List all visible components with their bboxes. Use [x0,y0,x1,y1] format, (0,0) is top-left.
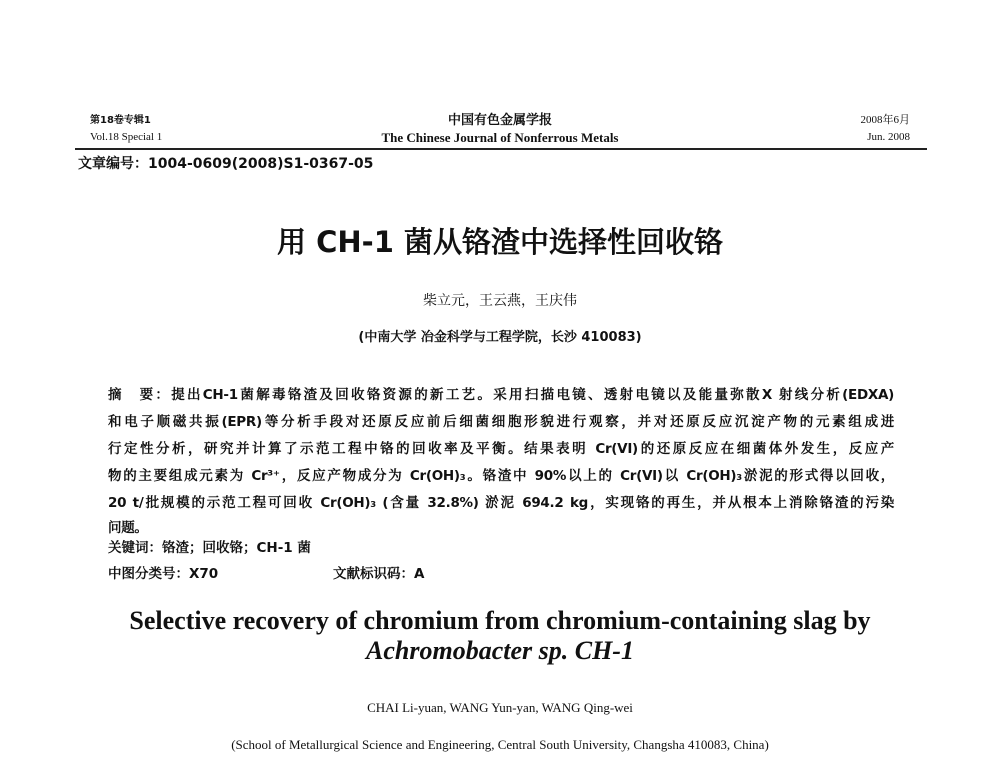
abstract-line: 物的主要组成元素为 Cr³⁺，反应产物成分为 Cr(OH)₃。铬渣中 90%以上的 Cr(VI)以 Cr(OH)₃淤泥的形式得以回收， [108,468,894,484]
abstract-line: 和电子顺磁共振(EPR)等分析手段对还原反应前后细菌细胞形貌进行观察，并对还原反应沉淀产物的元素组成进 [108,414,894,430]
abstract-line: 问题。 [108,520,148,536]
date-en: Jun. 2008 [867,131,910,143]
authors-en: CHAI Li-yuan, WANG Yun-yan, WANG Qing-wei [367,700,633,715]
keywords: 关键词：铬渣；回收铬；CH-1 菌 [108,540,311,556]
abstract-line: 摘 要：提出CH-1菌解毒铬渣及回收铬资源的新工艺。采用扫描电镜、透射电镜以及能量弥散X 射线分析(EDXA) [108,387,894,403]
title-cn: 用 CH-1 菌从铬渣中选择性回收铬 [277,225,723,259]
affiliation-en: (School of Metallurgical Science and Engineering, Central South University, Changsha 410083, China) [231,737,769,752]
title-en-line2: Achromobacter sp. CH-1 [366,636,634,665]
authors-cn: 柴立元，王云燕，王庆伟 [423,293,577,309]
journal-name-en: The Chinese Journal of Nonferrous Metals [381,130,619,145]
journal-name-cn: 中国有色金属学报 [447,113,552,128]
title-en-line1: Selective recovery of chromium from chromium-containing slag by [129,606,871,635]
header-rule [75,148,927,150]
volume-en: Vol.18 Special 1 [90,131,163,143]
document-code: 文献标识码：A [333,566,425,582]
classification-number: 中图分类号：X70 [108,566,219,582]
abstract-line: 行定性分析，研究并计算了示范工程中铬的回收率及平衡。结果表明 Cr(VI)的还原反应在细菌体外发生，反应产 [108,441,894,457]
affiliation-cn: (中南大学 冶金科学与工程学院，长沙 410083) [358,330,642,345]
abstract-line: 20 t/批规模的示范工程可回收 Cr(OH)₃ (含量 32.8%) 淤泥 694.2 kg，实现铬的再生，并从根本上消除铬渣的污染 [108,495,894,511]
volume-cn: 第18卷专辑1 [90,115,151,126]
article-number: 文章编号：1004-0609(2008)S1-0367-05 [78,156,374,172]
date-cn: 2008年6月 [860,114,910,126]
